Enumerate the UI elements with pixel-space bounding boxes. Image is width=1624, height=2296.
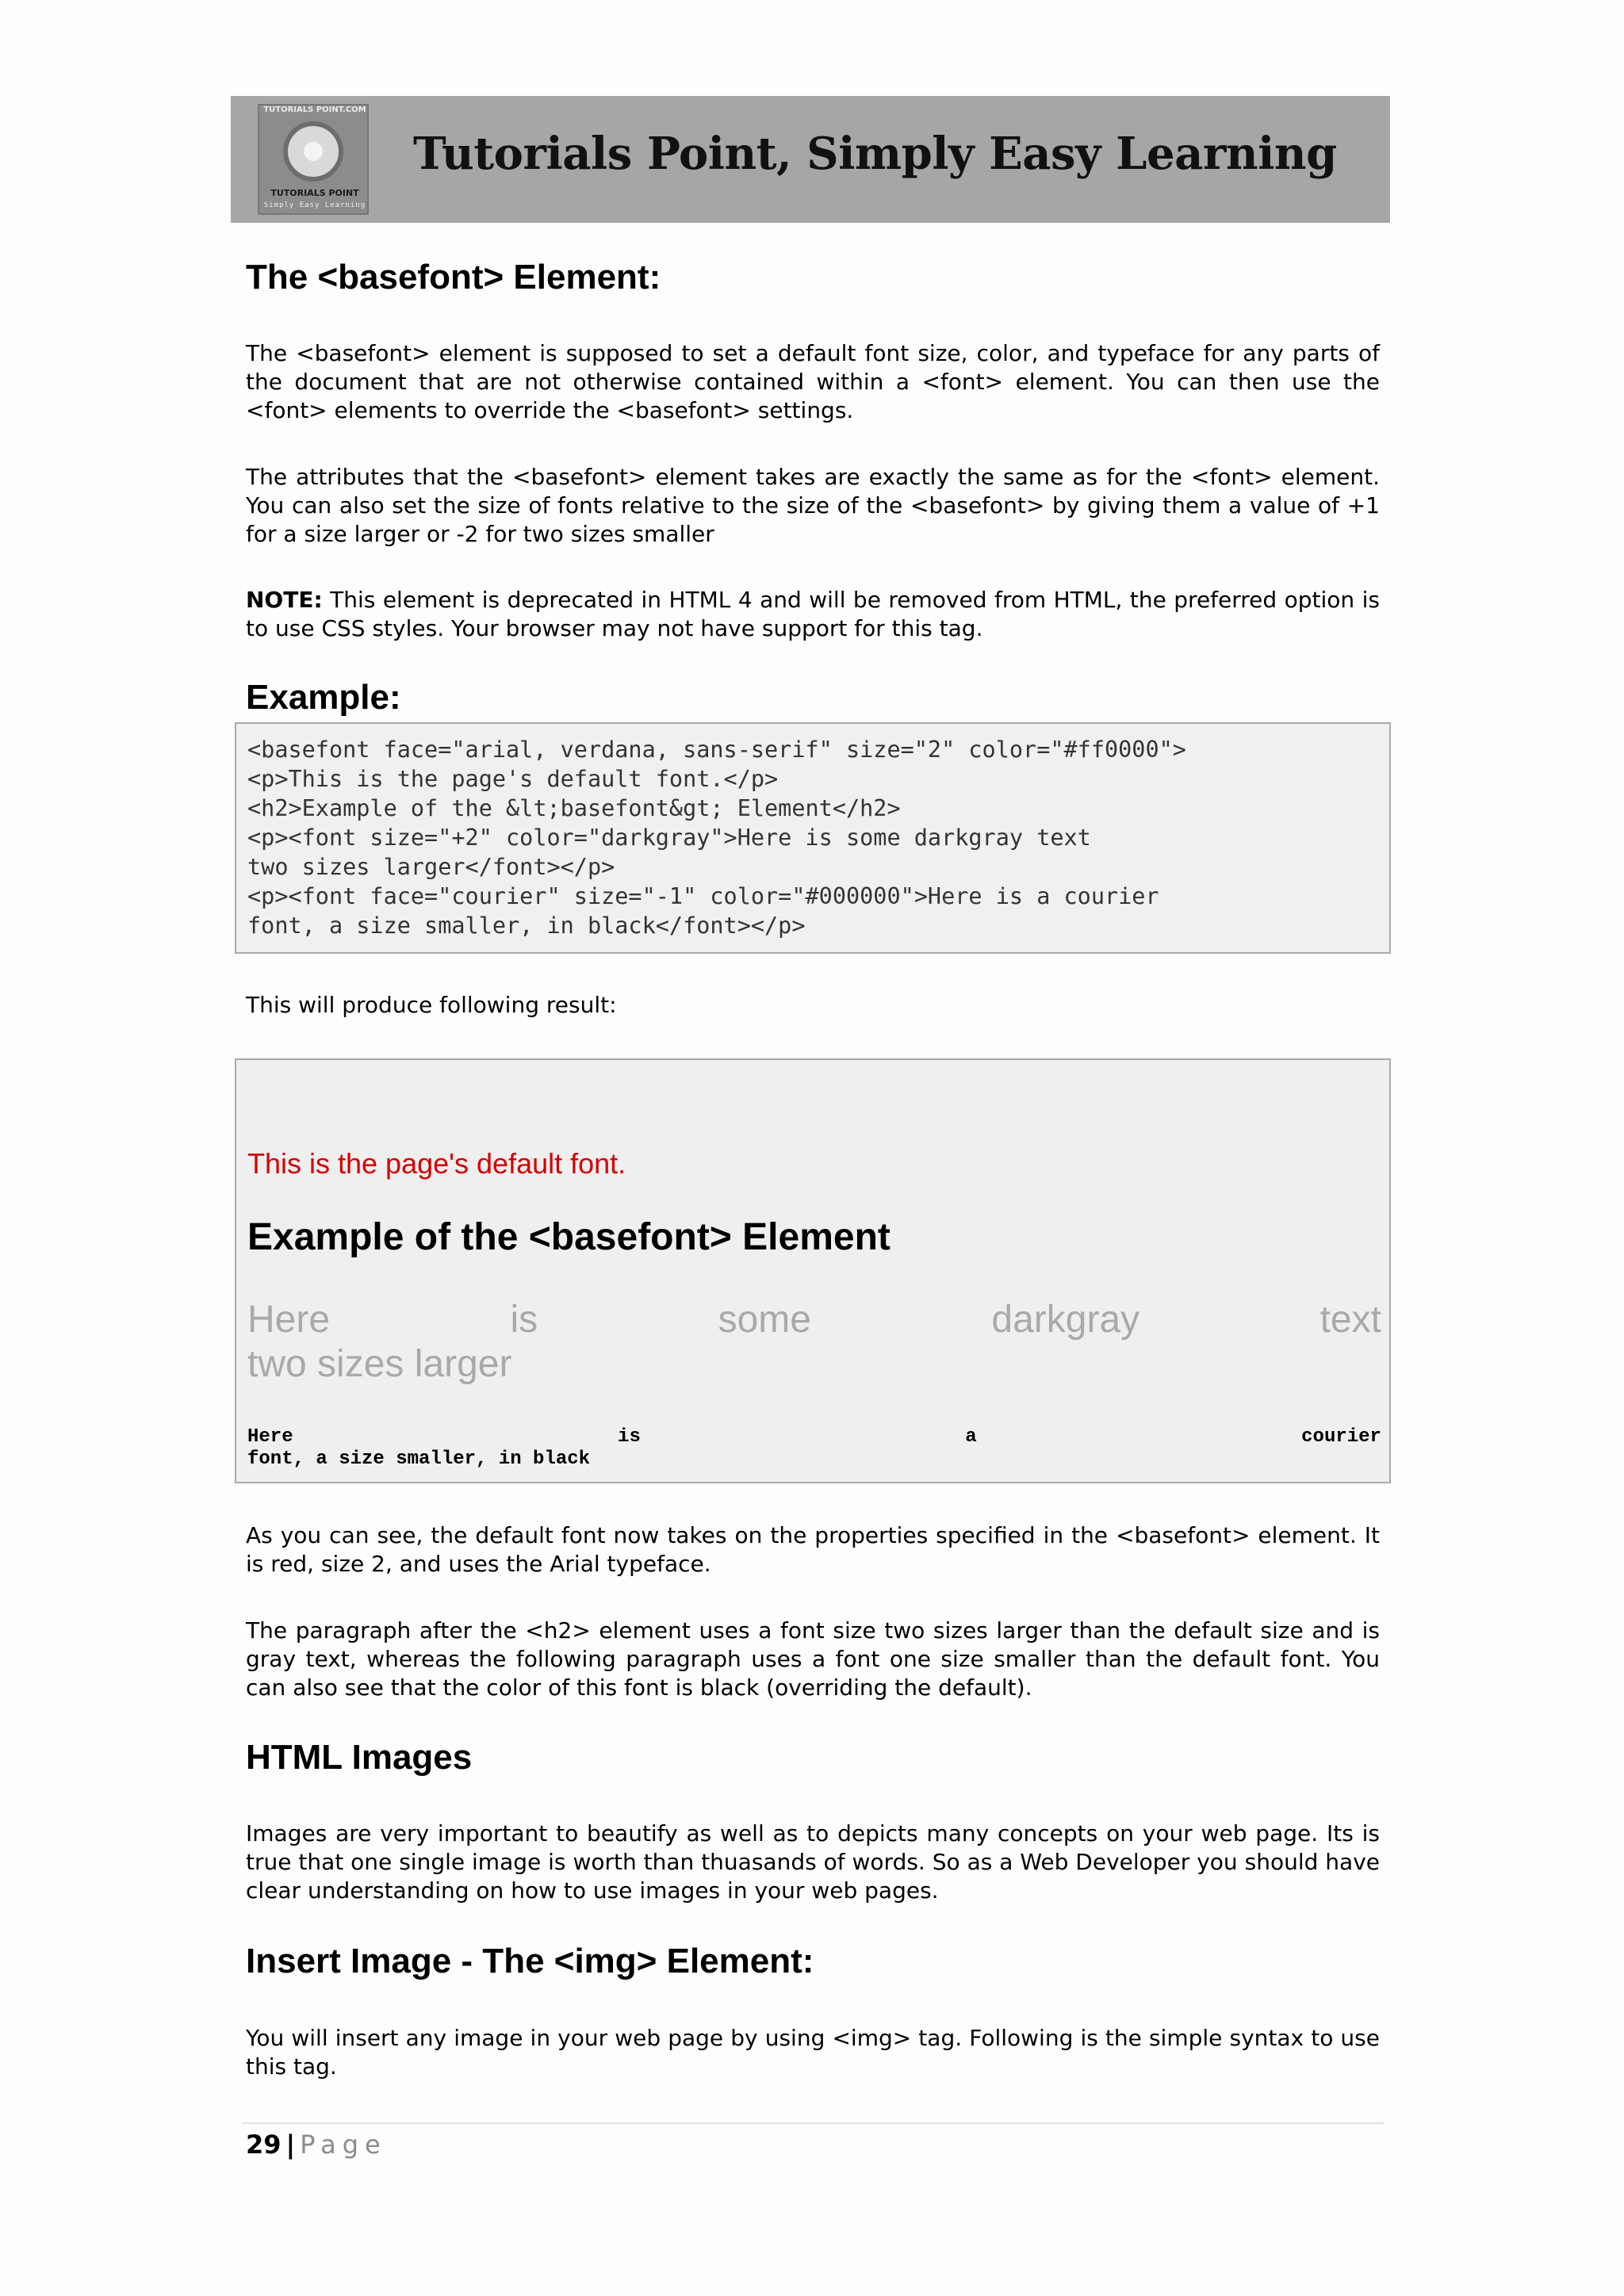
img-element-heading: Insert Image - The <img> Element: [246, 1942, 814, 1980]
page-header [231, 96, 1390, 223]
darkgray-word: is [510, 1299, 538, 1341]
darkgray-word: darkgray [991, 1299, 1140, 1341]
darkgray-word: some [718, 1299, 811, 1341]
explain-paragraph-1: As you can see, the default font now takes on the properties specified in the <basefont> element. It is red, size 2, and uses the Arial typeface. [246, 1522, 1380, 1577]
footer-separator: | [285, 2130, 296, 2160]
default-font-text: This is the page's default font. [247, 1147, 626, 1180]
header-title: Tutorials Point, Simply Easy Learning [413, 128, 1337, 180]
code-line: <p><font size="+2" color="darkgray">Here is some darkgray text [247, 825, 1091, 851]
example-heading: Example: [246, 678, 401, 717]
code-block [247, 735, 1186, 940]
page-label: Page [300, 2130, 387, 2160]
courier-word: is [618, 1426, 641, 1448]
logo-tagline: Simply Easy Learning [263, 201, 366, 209]
page-footer [246, 2130, 387, 2160]
img-paragraph: You will insert any image in your web page by using <img> tag. Following is the simple syntax to use this tag. [246, 2025, 1380, 2080]
code-line: font, a size smaller, in black</font></p> [247, 913, 806, 939]
code-line: <h2>Example of the &lt;basefont&gt; Element</h2> [247, 795, 901, 821]
tutorialspoint-logo [258, 104, 369, 215]
footer-divider [243, 2122, 1385, 2124]
page-number: 29 [246, 2130, 282, 2160]
logo-brand: TUTORIALS POINT [270, 188, 359, 198]
note-label: NOTE: [246, 587, 323, 613]
code-line: <basefont face="arial, verdana, sans-serif" size="2" color="#ff0000"> [247, 737, 1186, 763]
result-heading: Example of the <basefont> Element [247, 1216, 891, 1258]
logo-arc-text: TUTORIALS POINT.COM [263, 105, 366, 114]
logo-ring-icon [283, 121, 343, 182]
courier-line-2: font, a size smaller, in black [247, 1448, 591, 1470]
courier-word: Here [247, 1426, 293, 1448]
darkgray-paragraph [247, 1298, 1381, 1387]
darkgray-word: text [1320, 1299, 1381, 1341]
basefont-paragraph-2: The attributes that the <basefont> element takes are exactly the same as for the <font> element. You can also set the size of fonts relative to the size of the <basefont> by giving them a value of +1 for a size larger or -2 for two sizes smaller [246, 464, 1380, 547]
courier-paragraph [247, 1426, 1381, 1471]
html-images-heading: HTML Images [246, 1738, 473, 1777]
darkgray-word: Here [247, 1299, 331, 1341]
courier-word: a [965, 1426, 977, 1448]
note-text: This element is deprecated in HTML 4 and will be removed from HTML, the preferred option is to use CSS styles. Your browser may not have support for this tag. [246, 587, 1380, 641]
rendered-result-box [235, 1058, 1391, 1483]
result-intro: This will produce following result: [246, 992, 617, 1018]
code-example-box [235, 722, 1391, 954]
images-paragraph: Images are very important to beautify as well as to depicts many concepts on your web page. Its is true that one single image is worth than thuasands of words. So as a Web Developer you should have clear understanding on how to use images in your web pages. [246, 1820, 1380, 1904]
darkgray-line-2: two sizes larger [247, 1343, 512, 1385]
basefont-paragraph-1: The <basefont> element is supposed to set a default font size, color, and typeface for any parts of the document that are not otherwise contained within a <font> element. You can then use the <font> elements to override the <basefont> settings. [246, 340, 1380, 423]
code-line: two sizes larger</font></p> [247, 854, 615, 880]
note-paragraph [246, 586, 1380, 643]
code-line: <p><font face="courier" size="-1" color="#000000">Here is a courier [247, 883, 1159, 909]
code-line: <p>This is the page's default font.</p> [247, 766, 779, 792]
explain-paragraph-2: The paragraph after the <h2> element uses a font size two sizes larger than the default size and is gray text, whereas the following paragraph uses a font one size smaller than the default font. You can also see that the color of this font is black (overriding the default). [246, 1617, 1380, 1701]
courier-word: courier [1301, 1426, 1381, 1448]
basefont-heading: The <basefont> Element: [246, 258, 661, 297]
